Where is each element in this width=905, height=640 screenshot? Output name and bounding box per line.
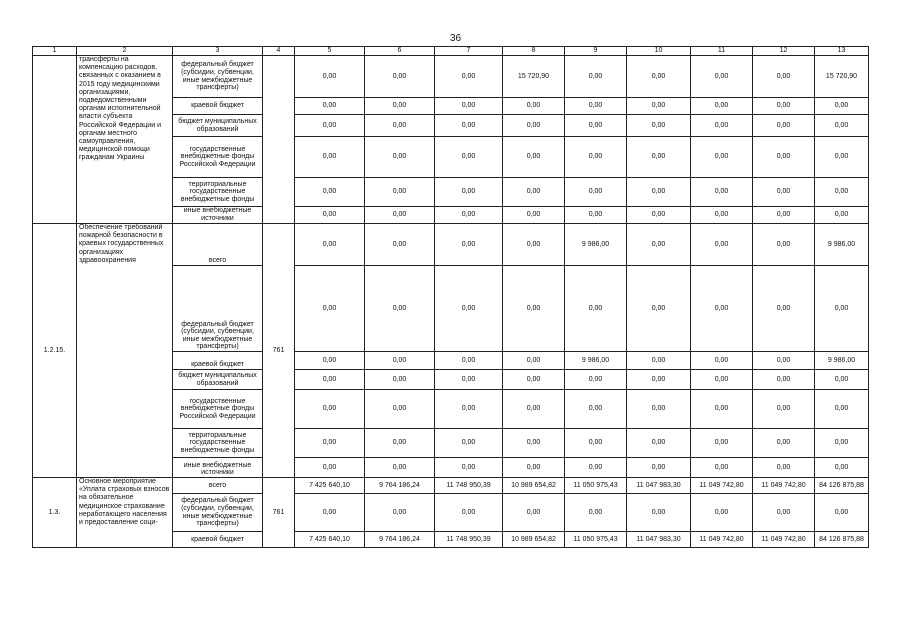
value-cell: 0,00 [627,390,691,429]
value-cell: 0,00 [627,56,691,98]
value-cell: 0,00 [691,266,753,352]
value-cell: 15 720,90 [815,56,869,98]
column-header: 4 [263,47,295,56]
value-cell: 0,00 [435,266,503,352]
value-cell: 9 986,00 [565,224,627,266]
value-cell: 0,00 [753,352,815,370]
value-cell: 11 049 742,80 [691,478,753,494]
value-cell: 0,00 [815,98,869,115]
row-code: 1.2.15. [33,224,77,478]
funding-source: бюджет муниципальных образований [173,370,263,390]
value-cell: 9 764 186,24 [365,478,435,494]
value-cell: 0,00 [295,390,365,429]
funding-source: государственные внебюджетные фонды Российской Федерации [173,137,263,178]
funding-source: иные внебюджетные источники [173,458,263,478]
value-cell: 0,00 [627,458,691,478]
column-header: 5 [295,47,365,56]
value-cell: 0,00 [691,115,753,137]
value-cell: 0,00 [691,458,753,478]
row-description: трансферты на компенсацию расходов, связанных с оказанием в 2015 году медицинскими организациями, подведомственными органам исполнительной власти субъекта Российской Федерации и органам местного самоуправления, медицинской помощи гражданам Украины [77,56,173,224]
column-header: 13 [815,47,869,56]
value-cell: 11 049 742,80 [691,532,753,548]
value-cell: 0,00 [565,178,627,207]
value-cell: 0,00 [503,178,565,207]
funding-source: государственные внебюджетные фонды Российской Федерации [173,390,263,429]
value-cell: 0,00 [295,115,365,137]
value-cell: 0,00 [435,494,503,532]
value-cell: 0,00 [627,178,691,207]
value-cell: 0,00 [753,115,815,137]
value-cell: 0,00 [691,494,753,532]
row-grbs: 761 [263,478,295,548]
column-header: 1 [33,47,77,56]
value-cell: 0,00 [503,352,565,370]
value-cell: 0,00 [565,429,627,458]
row-grbs [263,56,295,224]
table-row [33,56,869,98]
funding-source: всего [173,224,263,266]
value-cell: 0,00 [691,56,753,98]
value-cell: 9 986,00 [815,224,869,266]
value-cell: 0,00 [753,98,815,115]
value-cell: 0,00 [815,266,869,352]
header-row [33,47,869,56]
value-cell: 0,00 [503,98,565,115]
value-cell: 0,00 [503,429,565,458]
table-row [33,224,869,266]
value-cell: 0,00 [753,429,815,458]
value-cell: 0,00 [565,56,627,98]
value-cell: 84 126 875,88 [815,532,869,548]
value-cell: 0,00 [295,56,365,98]
funding-source: краевой бюджет [173,352,263,370]
value-cell: 7 425 640,10 [295,532,365,548]
value-cell: 0,00 [691,178,753,207]
value-cell: 0,00 [365,494,435,532]
value-cell: 0,00 [565,207,627,224]
value-cell: 0,00 [503,458,565,478]
column-header: 11 [691,47,753,56]
value-cell: 7 425 640,10 [295,478,365,494]
value-cell: 11 047 983,30 [627,478,691,494]
value-cell: 0,00 [435,224,503,266]
column-header: 6 [365,47,435,56]
funding-source: краевой бюджет [173,98,263,115]
value-cell: 0,00 [815,390,869,429]
value-cell: 0,00 [691,98,753,115]
value-cell: 0,00 [565,266,627,352]
value-cell: 0,00 [503,224,565,266]
value-cell: 0,00 [691,137,753,178]
value-cell: 0,00 [565,115,627,137]
value-cell: 0,00 [503,266,565,352]
value-cell: 0,00 [815,115,869,137]
funding-source: территориальные государственные внебюджетные фонды [173,178,263,207]
row-code [33,56,77,224]
column-header: 3 [173,47,263,56]
value-cell: 0,00 [365,458,435,478]
column-header: 2 [77,47,173,56]
value-cell: 0,00 [565,98,627,115]
value-cell: 0,00 [627,137,691,178]
table-row [33,478,869,494]
value-cell: 0,00 [435,390,503,429]
row-grbs: 761 [263,224,295,478]
value-cell: 0,00 [503,390,565,429]
value-cell: 0,00 [503,137,565,178]
value-cell: 10 989 654,82 [503,478,565,494]
value-cell: 0,00 [627,494,691,532]
value-cell: 0,00 [435,352,503,370]
value-cell: 0,00 [627,352,691,370]
value-cell: 0,00 [295,137,365,178]
value-cell: 0,00 [435,137,503,178]
value-cell: 0,00 [815,429,869,458]
value-cell: 9 986,00 [565,352,627,370]
value-cell: 0,00 [815,370,869,390]
value-cell: 84 126 875,88 [815,478,869,494]
value-cell: 0,00 [627,115,691,137]
value-cell: 0,00 [365,352,435,370]
value-cell: 0,00 [627,370,691,390]
value-cell: 0,00 [691,390,753,429]
value-cell: 0,00 [565,370,627,390]
value-cell: 0,00 [295,352,365,370]
value-cell: 0,00 [753,178,815,207]
value-cell: 0,00 [435,98,503,115]
row-description: Обеспечение требований пожарной безопасности в краевых государственных организациях здравоохранения [77,224,173,478]
value-cell: 0,00 [691,352,753,370]
value-cell: 11 050 975,43 [565,532,627,548]
value-cell: 0,00 [365,56,435,98]
value-cell: 0,00 [627,207,691,224]
column-header: 8 [503,47,565,56]
value-cell: 0,00 [815,178,869,207]
value-cell: 11 047 983,30 [627,532,691,548]
funding-source: краевой бюджет [173,532,263,548]
value-cell: 0,00 [503,494,565,532]
value-cell: 11 748 950,39 [435,478,503,494]
value-cell: 9 986,00 [815,352,869,370]
value-cell: 0,00 [753,207,815,224]
funding-source: всего [173,478,263,494]
value-cell: 10 989 654,82 [503,532,565,548]
value-cell: 0,00 [295,178,365,207]
value-cell: 0,00 [365,266,435,352]
value-cell: 0,00 [815,458,869,478]
value-cell: 0,00 [815,137,869,178]
value-cell: 0,00 [365,98,435,115]
page-number: 36 [450,33,462,44]
column-header: 7 [435,47,503,56]
value-cell: 0,00 [295,266,365,352]
value-cell: 0,00 [435,458,503,478]
value-cell: 0,00 [691,429,753,458]
value-cell: 0,00 [365,178,435,207]
value-cell: 0,00 [295,429,365,458]
value-cell: 9 764 186,24 [365,532,435,548]
value-cell: 0,00 [365,115,435,137]
value-cell: 0,00 [753,458,815,478]
value-cell: 0,00 [435,178,503,207]
value-cell: 11 049 742,80 [753,532,815,548]
value-cell: 0,00 [295,370,365,390]
value-cell: 0,00 [691,224,753,266]
value-cell: 0,00 [503,115,565,137]
value-cell: 0,00 [753,266,815,352]
funding-source: территориальные государственные внебюджетные фонды [173,429,263,458]
value-cell: 0,00 [753,137,815,178]
funding-source: бюджет муниципальных образований [173,115,263,137]
value-cell: 0,00 [691,370,753,390]
value-cell: 0,00 [295,494,365,532]
value-cell: 0,00 [627,98,691,115]
column-header: 12 [753,47,815,56]
value-cell: 0,00 [753,370,815,390]
value-cell: 11 050 975,43 [565,478,627,494]
row-description: Основное мероприятие «Уплата страховых взносов на обязательное медицинское страхование неработающего населения и предоставление соци- [77,478,173,548]
value-cell: 0,00 [627,429,691,458]
value-cell: 0,00 [295,98,365,115]
value-cell: 15 720,90 [503,56,565,98]
funding-source: федеральный бюджет (субсидии, субвенции, иные межбюджетные трансферты) [173,56,263,98]
value-cell: 0,00 [365,224,435,266]
value-cell: 0,00 [365,370,435,390]
value-cell: 0,00 [435,370,503,390]
value-cell: 0,00 [753,494,815,532]
value-cell: 0,00 [565,137,627,178]
value-cell: 0,00 [691,207,753,224]
value-cell: 0,00 [365,137,435,178]
value-cell: 11 748 950,39 [435,532,503,548]
budget-table [32,46,869,548]
column-header: 9 [565,47,627,56]
value-cell: 0,00 [753,56,815,98]
funding-source: федеральный бюджет (субсидии, субвенции, иные межбюджетные трансферты) [173,494,263,532]
value-cell: 0,00 [295,207,365,224]
value-cell: 0,00 [815,207,869,224]
value-cell: 0,00 [565,458,627,478]
row-code: 1.3. [33,478,77,548]
column-header: 10 [627,47,691,56]
value-cell: 0,00 [815,494,869,532]
funding-source: федеральный бюджет (субсидии, субвенции, иные межбюджетные трансферты) [173,266,263,352]
value-cell: 0,00 [565,390,627,429]
value-cell: 0,00 [365,390,435,429]
value-cell: 0,00 [435,207,503,224]
value-cell: 0,00 [295,224,365,266]
value-cell: 0,00 [435,56,503,98]
value-cell: 0,00 [627,266,691,352]
value-cell: 0,00 [435,429,503,458]
value-cell: 0,00 [435,115,503,137]
value-cell: 0,00 [365,429,435,458]
value-cell: 0,00 [753,224,815,266]
value-cell: 0,00 [753,390,815,429]
value-cell: 0,00 [503,207,565,224]
value-cell: 0,00 [503,370,565,390]
funding-source: иные внебюджетные источники [173,207,263,224]
value-cell: 0,00 [295,458,365,478]
value-cell: 0,00 [365,207,435,224]
value-cell: 0,00 [565,494,627,532]
value-cell: 11 049 742,80 [753,478,815,494]
value-cell: 0,00 [627,224,691,266]
